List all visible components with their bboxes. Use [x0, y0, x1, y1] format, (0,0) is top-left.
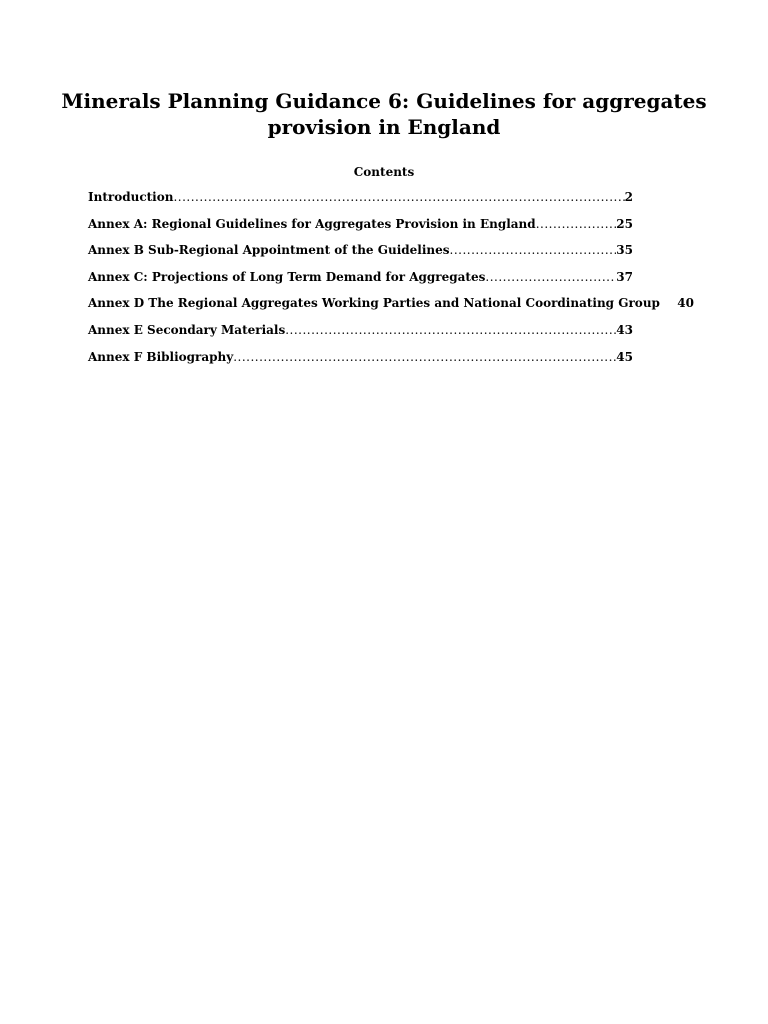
toc-entry-page: 2: [624, 190, 633, 204]
toc-entry-title: Annex E Secondary Materials: [88, 322, 286, 337]
document-title: Minerals Planning Guidance 6: Guidelines for aggregates provision in England: [61, 89, 707, 139]
toc-entry-introduction[interactable]: [88, 190, 633, 217]
toc-dot-leader: [173, 190, 624, 204]
toc-dot-leader: [485, 270, 616, 284]
toc-entry-page: 25: [616, 216, 633, 231]
contents-heading: Contents: [353, 165, 415, 179]
toc-entry-annex-e[interactable]: [88, 323, 633, 350]
table-of-contents: [88, 190, 708, 376]
toc-dot-leader: [285, 323, 616, 337]
toc-entry-annex-b[interactable]: [88, 243, 633, 270]
toc-entry-annex-f[interactable]: [88, 350, 633, 377]
toc-entry-title: Annex F Bibliography: [88, 349, 234, 364]
toc-entry-title: Introduction: [88, 190, 174, 204]
toc-entry-page: 40: [677, 296, 694, 311]
toc-entry-title: Annex D The Regional Aggregates Working Parties and National Coordinating Group: [88, 296, 660, 311]
toc-entry-page: 35: [616, 243, 633, 258]
toc-entry-page: 37: [616, 269, 633, 284]
toc-entry-page: 43: [616, 322, 633, 337]
toc-entry-annex-a[interactable]: [88, 217, 633, 244]
toc-entry-title: Annex C: Projections of Long Term Demand for Aggregates: [88, 269, 486, 284]
toc-entry-page: 45: [616, 349, 633, 364]
toc-entry-title: Annex A: Regional Guidelines for Aggregates Provision in England: [88, 216, 536, 231]
toc-entry-annex-c[interactable]: [88, 270, 633, 297]
toc-entry-annex-d[interactable]: [88, 296, 694, 323]
toc-entry-title: Annex B Sub-Regional Appointment of the Guidelines: [88, 243, 450, 258]
toc-dot-leader: [450, 243, 617, 257]
toc-dot-leader: [536, 217, 617, 231]
toc-dot-leader: [233, 350, 616, 364]
